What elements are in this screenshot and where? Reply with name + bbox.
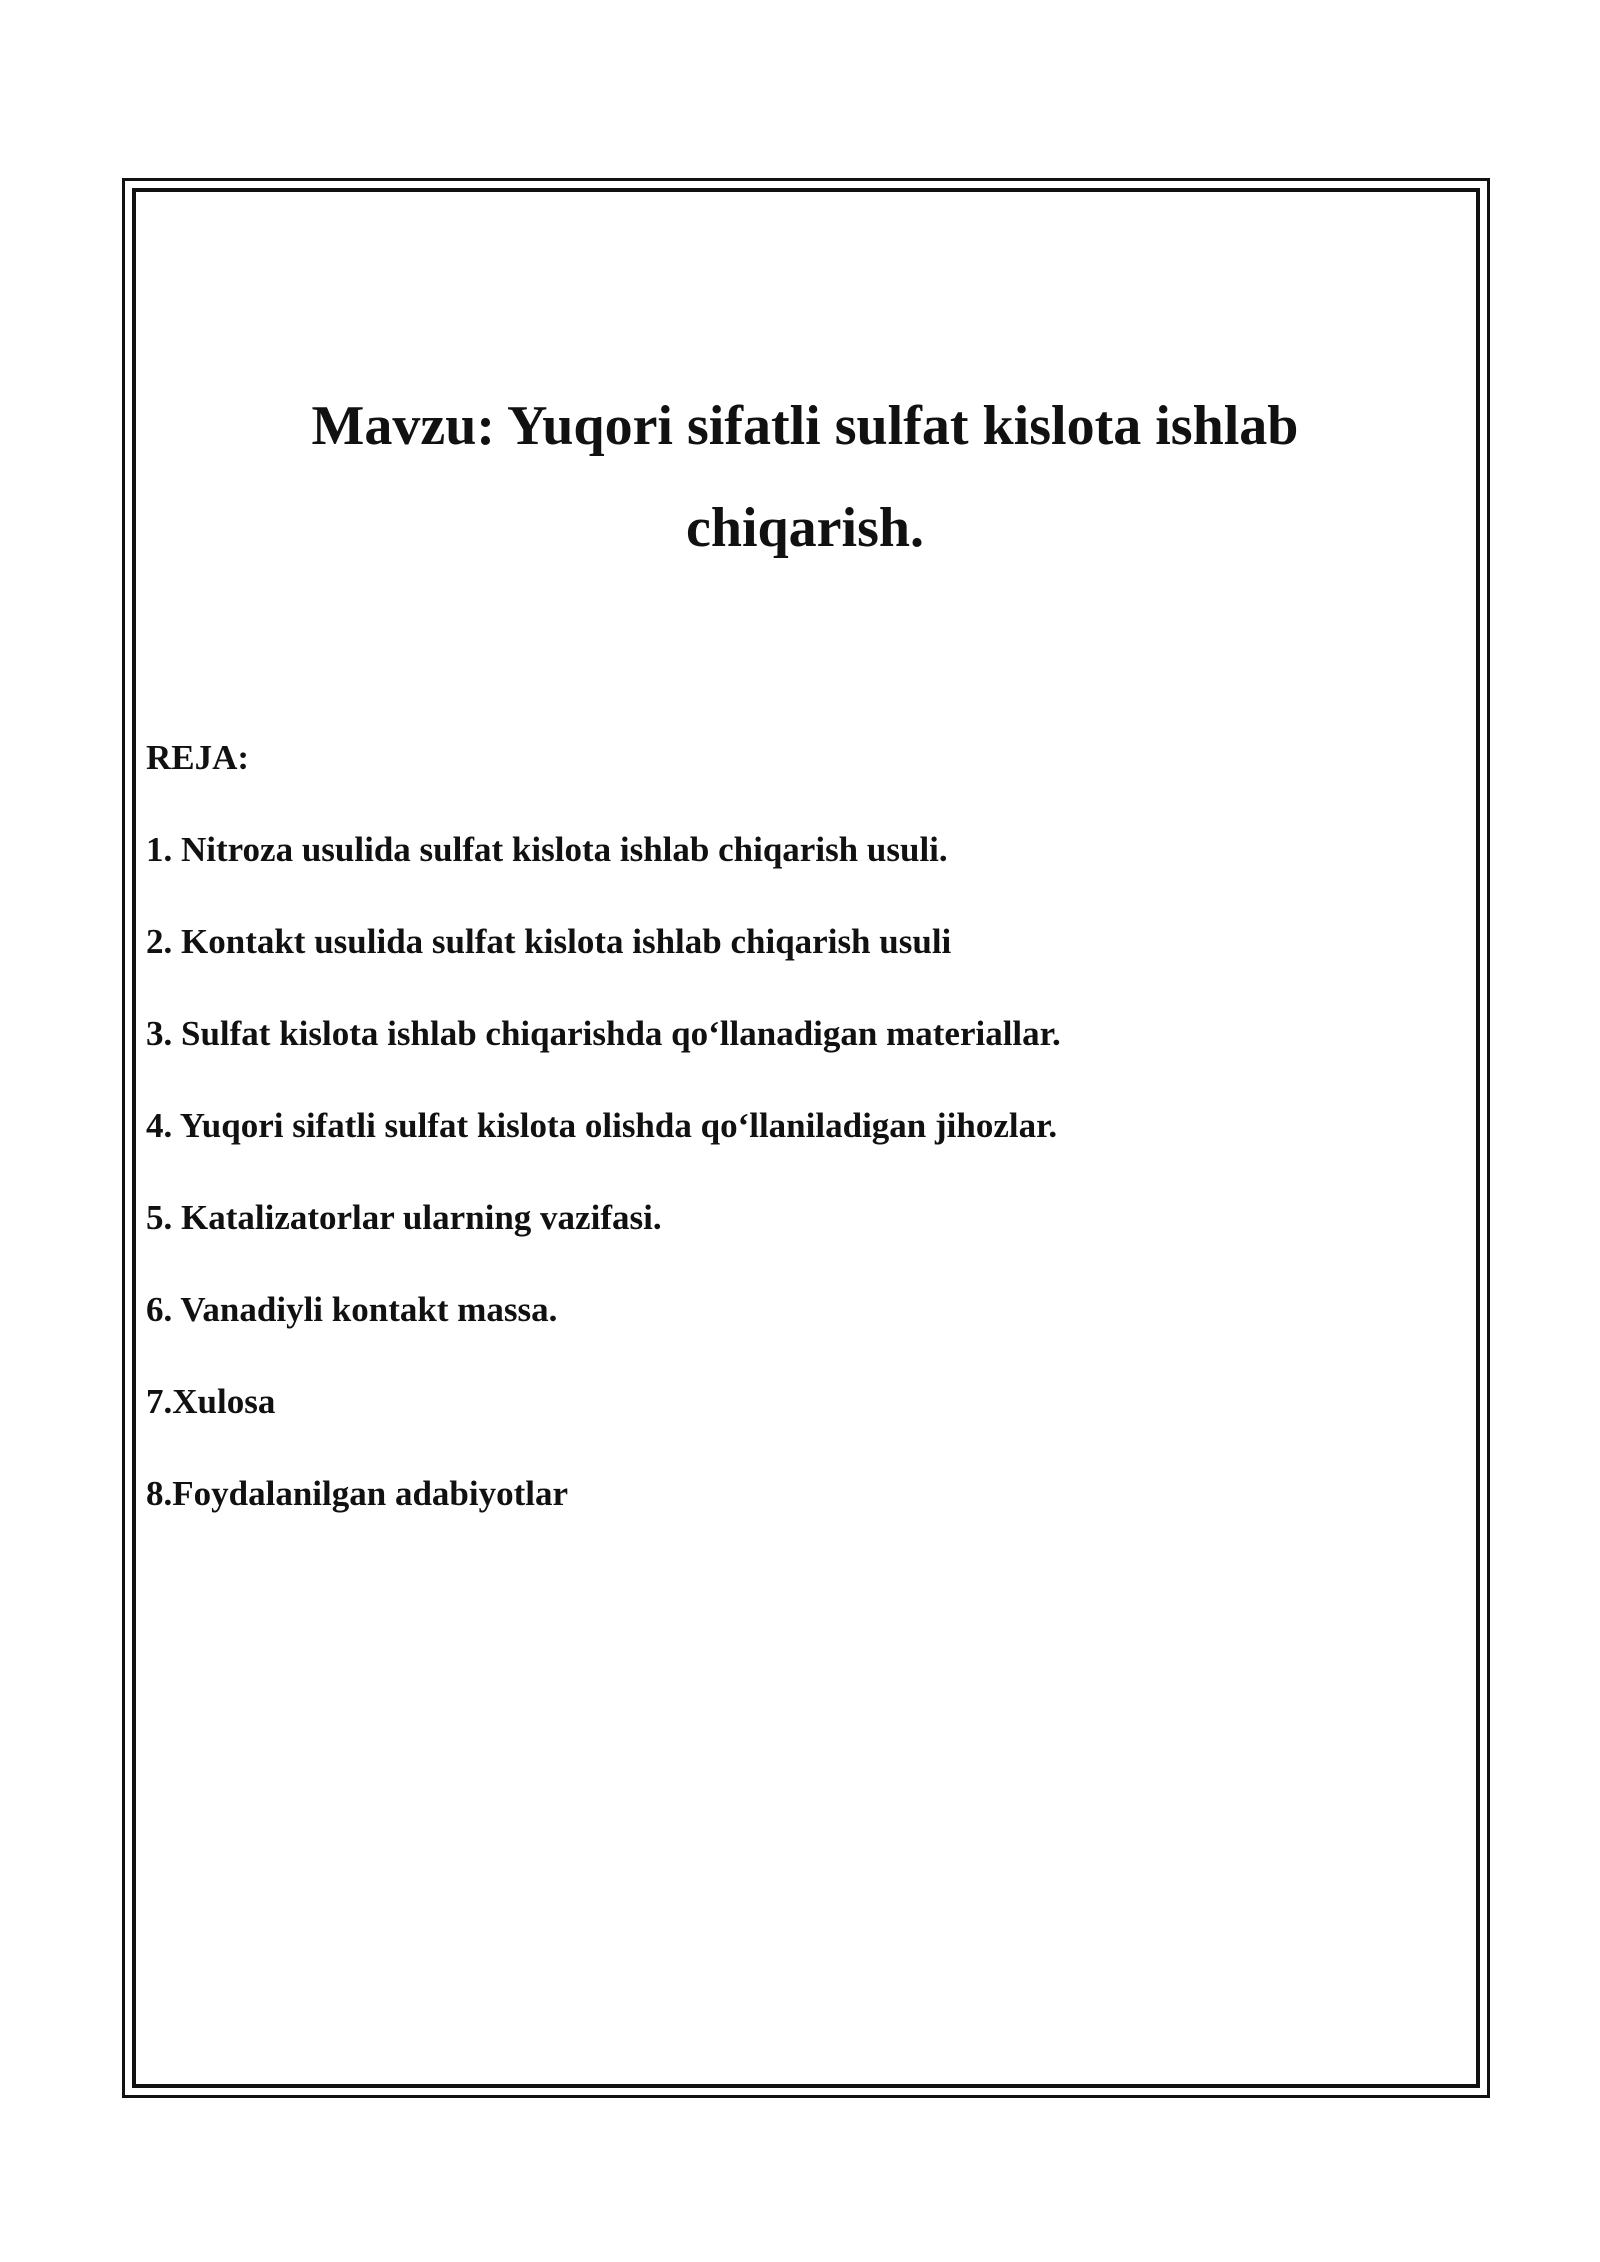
- title-line-1: Mavzu: Yuqori sifatli sulfat kislota ishlab: [311, 395, 1299, 457]
- plan-item-1: 1. Nitroza usulida sulfat kislota ishlab chiqarish usuli.: [146, 830, 948, 869]
- page-title: [200, 375, 1410, 579]
- plan-item-2: 2. Kontakt usulida sulfat kislota ishlab chiqarish usuli: [146, 922, 952, 961]
- plan-heading: REJA:: [146, 738, 250, 777]
- title-line-2: chiqarish.: [685, 497, 925, 559]
- plan-item-8: 8.Foydalanilgan adabiyotlar: [146, 1474, 569, 1513]
- plan-section: [146, 738, 1446, 1566]
- plan-item-6: 6. Vanadiyli kontakt massa.: [146, 1290, 558, 1329]
- plan-item-4: 4. Yuqori sifatli sulfat kislota olishda qo‘llaniladigan jihozlar.: [146, 1106, 1058, 1145]
- plan-item-3: 3. Sulfat kislota ishlab chiqarishda qo‘llanadigan materiallar.: [146, 1014, 1061, 1053]
- plan-item-7: 7.Xulosa: [146, 1382, 276, 1421]
- plan-item-5: 5. Katalizatorlar ularning vazifasi.: [146, 1198, 662, 1237]
